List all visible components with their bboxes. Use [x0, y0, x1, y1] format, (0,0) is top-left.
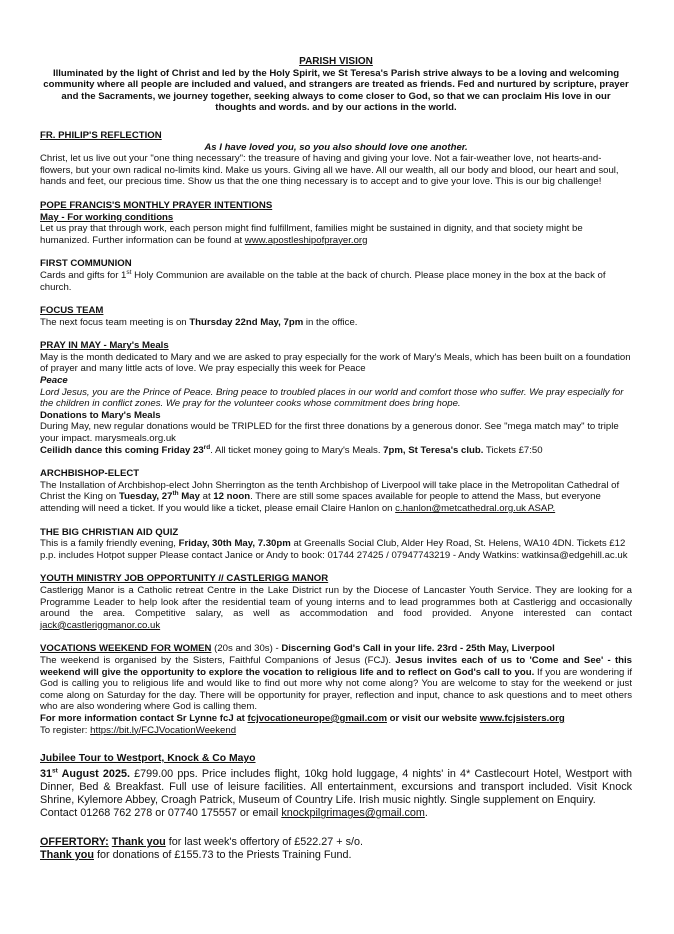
archbishop-sup: th	[172, 490, 179, 498]
reflection-heading: FR. PHILIP'S REFLECTION	[40, 129, 162, 141]
pray-intro: May is the month dedicated to Mary and we are asked to pray especially for the work of Mary's Meals, which has been built on a foundation of prayer and many little acts of love. We pray especially this week for Peace	[40, 351, 631, 375]
archbishop-time: 12 noon	[213, 491, 251, 503]
vocations-age: (20s and 30s) -	[211, 643, 282, 655]
offertory-text-1: for last week's offertory of £522.27 + s/o.	[165, 836, 363, 849]
reflection-quote: As I have loved you, so you also should love one another.	[204, 141, 468, 153]
vocations-body	[40, 655, 632, 713]
communion-section	[40, 258, 632, 293]
quiz-heading: THE BIG CHRISTIAN AID QUIZ	[40, 526, 179, 538]
vocations-title: Discerning God's Call in your life. 23rd - 25th May, Liverpool	[281, 643, 555, 655]
quiz-body	[40, 538, 632, 561]
focus-post: in the office.	[303, 316, 358, 328]
offertory-section	[40, 836, 632, 862]
apostleship-link[interactable]: www.apostleshipofprayer.org	[244, 234, 368, 246]
vocations-heading: VOCATIONS WEEKEND FOR WOMEN	[40, 643, 212, 655]
donations-body: During May, new regular donations would be TRIPLED for the first three donations by a generous donor. See "mega match may" to triple your impact. marysmeals.org.uk	[40, 421, 619, 445]
reflection-body: Christ, let us live out your "one thing necessary": the treasure of having and giving your love. Not a fair-weather love, not hearts-and-flowers, but your own radical no-limits kind. Make us yours. Giving all we have. All our wealth, all our body and blood, our heart and soul, hands and feet, our precious time. Show us that the one thing necessary is to accept and to give your love. This is our big challenge!	[40, 153, 619, 188]
peace-prayer: Lord Jesus, you are the Prince of Peace. Bring peace to troubled places in our world and comfort those who suffer. We pray especially for the children in conflict zones. We pray for the volunteer cooks whose commitment does bring hope.	[40, 386, 624, 410]
archbishop-text-1: The Installation of Archbishop-elect John Sherrington as the tenth Archbishop of Liverpool will take place in the Metropolitan Cathedral of Christ the King on	[40, 479, 620, 503]
vocations-contact	[40, 713, 632, 725]
donations-title: Donations to Mary's Meals	[40, 409, 161, 421]
archbishop-at: at	[199, 491, 214, 503]
vocations-register	[40, 725, 632, 737]
pope-section	[40, 200, 632, 246]
jubilee-section	[40, 752, 632, 820]
focus-section	[40, 305, 632, 328]
quiz-date: Friday, 30th May, 7.30pm	[178, 538, 291, 550]
fcj-website-link[interactable]: www.fcjsisters.org	[479, 712, 565, 724]
archbishop-text-2: . There are still some spaces available for people to attend the Mass, but everyone attending will need a ticket. If you would like a ticket, please email Claire Hanlon on	[40, 491, 601, 514]
peace-title: Peace	[40, 375, 68, 387]
register-label: To register:	[40, 724, 91, 736]
archbishop-asap: ASAP.	[525, 503, 556, 514]
vocations-heading-line	[40, 643, 632, 655]
jubilee-body	[40, 768, 632, 807]
focus-date: Thursday 22nd May, 7pm	[189, 316, 304, 328]
focus-body	[40, 317, 632, 329]
vocations-text-2: If you are wondering if God is calling you to religious life and would like to find out more why not come along? You are welcome to stay for the weekend or just come along on Saturday for the day. There will be opportunity for prayer, reflection and input, chance to ask questions and to meet others who are also wondering where God is calling them.	[40, 666, 632, 713]
pray-section	[40, 340, 632, 456]
pray-heading: PRAY IN MAY - Mary's Meals	[40, 340, 169, 352]
newsletter-page	[40, 56, 632, 862]
offertory-line-2	[40, 849, 632, 862]
jubilee-date-rest: August 2025.	[57, 768, 130, 781]
reflection-section	[40, 130, 632, 188]
quiz-text-2: at Greenalls Social Club, Alder Hey Road, St. Helens, WA10 4DN. Tickets £12 p.p. includes Hotpot supper Please contact Janice or Andy to book: 01744 27425 / 07947743219 - Andy Watkins: watkinsa@edgehill.ac.uk	[40, 538, 628, 561]
communion-text-2: Holy Communion are available on the table at the back of church. Please place money in the box at the back of church.	[40, 269, 606, 293]
pope-body	[40, 223, 632, 246]
youth-body	[40, 585, 632, 631]
vocations-contact-mid: or visit our website	[386, 712, 480, 724]
quiz-section	[40, 527, 632, 562]
jubilee-text: £799.00 pps. Price includes flight, 10kg hold luggage, 4 nights' in 4* Castlecourt Hotel, Westport with Dinner, Bed & Breakfast. Full use of leisure facilities. All entertainment, excursions and transport included. Visit Knock Shrine, Kylemore Abbey, Croagh Patrick, Museum of Country Life. Irish music nightly. Single supplement on Enquiry.	[40, 768, 632, 807]
ceilidh-line	[40, 445, 632, 457]
ceilidh-title: Ceilidh dance this coming Friday 23	[40, 444, 204, 456]
vocations-section	[40, 643, 632, 736]
youth-heading: YOUTH MINISTRY JOB OPPORTUNITY // CASTLERIGG MANOR	[40, 573, 329, 585]
pope-heading: POPE FRANCIS'S MONTHLY PRAYER INTENTIONS	[40, 199, 273, 211]
vocations-bold-text: Jesus invites each of us to 'Come and See' - this weekend will give the opportunity to explore the vocation to religious life and to reflect on God's call to you.	[40, 654, 632, 678]
communion-text-1: Cards and gifts for 1	[40, 269, 127, 281]
offertory-thank-1: Thank you	[111, 836, 166, 849]
offertory-text-2: for donations of £155.73 to the Priests Training Fund.	[94, 849, 352, 862]
communion-body	[40, 270, 632, 293]
youth-section	[40, 573, 632, 631]
fcj-email-link[interactable]: fcjvocationeurope@gmail.com	[247, 712, 387, 724]
offertory-label: OFFERTORY:	[40, 836, 109, 849]
ceilidh-mid: . All ticket money going to Mary's Meals.	[210, 444, 384, 456]
jubilee-date-day: 31	[40, 768, 53, 781]
archbishop-date: Tuesday, 27	[118, 491, 173, 503]
knock-email-link[interactable]: knockpilgrimages@gmail.com	[281, 807, 425, 820]
archbishop-section	[40, 468, 632, 514]
pope-text: Let us pray that through work, each person might find fulfillment, families might be sustained in dignity, and that society might be humanized. Further information can be found at	[40, 223, 583, 246]
offertory-thank-2: Thank you	[40, 849, 94, 862]
castlerigg-email-link[interactable]: jack@castleriggmanor.co.uk	[40, 619, 161, 631]
hanlon-email-link[interactable]: c.hanlon@metcathedral.org.uk	[395, 503, 526, 514]
focus-heading: FOCUS TEAM	[40, 305, 104, 317]
register-link[interactable]: https://bit.ly/FCJVocationWeekend	[90, 724, 237, 736]
vision-title: PARISH VISION	[299, 56, 373, 67]
archbishop-month: May	[178, 491, 200, 503]
vision-body: Illuminated by the light of Christ and led by the Holy Spirit, we St Teresa's Parish strive always to be a loving and welcoming community where all people are included and valued, and strangers are treated as friends. Fed and nurtured by scripture, prayer and the Sacraments, we journey together, seeking always to come closer to God, so that we can proclaim His love in our thoughts and words. and by our actions in the world.	[43, 67, 629, 114]
jubilee-contact-end: .	[424, 807, 428, 820]
communion-sup: st	[126, 268, 132, 276]
quiz-text-1: This is a family friendly evening,	[40, 538, 179, 550]
vocations-contact-pre: For more information contact Sr Lynne fcJ at	[40, 712, 248, 724]
ceilidh-tickets: Tickets £7:50	[483, 444, 543, 456]
focus-pre: The next focus team meeting is on	[40, 316, 190, 328]
archbishop-heading: ARCHBISHOP-ELECT	[40, 468, 140, 480]
jubilee-contact-text: Contact 01268 762 278 or 07740 175557 or email	[40, 807, 282, 820]
ceilidh-venue: 7pm, St Teresa's club.	[383, 444, 484, 456]
vocations-text-1: The weekend is organised by the Sisters, Faithful Companions of Jesus (FCJ).	[40, 654, 396, 666]
ceilidh-sup: rd	[203, 443, 211, 451]
jubilee-contact	[40, 807, 632, 820]
vision-section	[40, 56, 632, 114]
archbishop-body	[40, 480, 632, 515]
communion-heading: FIRST COMMUNION	[40, 258, 132, 270]
pope-subheading: May - For working conditions	[40, 211, 174, 223]
jubilee-heading: Jubilee Tour to Westport, Knock & Co Mayo	[40, 753, 256, 765]
offertory-line-1	[40, 836, 632, 849]
jubilee-date-sup: st	[52, 767, 58, 775]
youth-text: Castlerigg Manor is a Catholic retreat Centre in the Lake District run by the Diocese of Lancaster Youth Service. They are looking for a Programme Leader to help look after the residential team of young interns and to lead programmes both at Castlerigg and occasionally around the area. Competitive salary, as well as accommodation and food provided. Anyone interested can contact	[40, 584, 632, 620]
